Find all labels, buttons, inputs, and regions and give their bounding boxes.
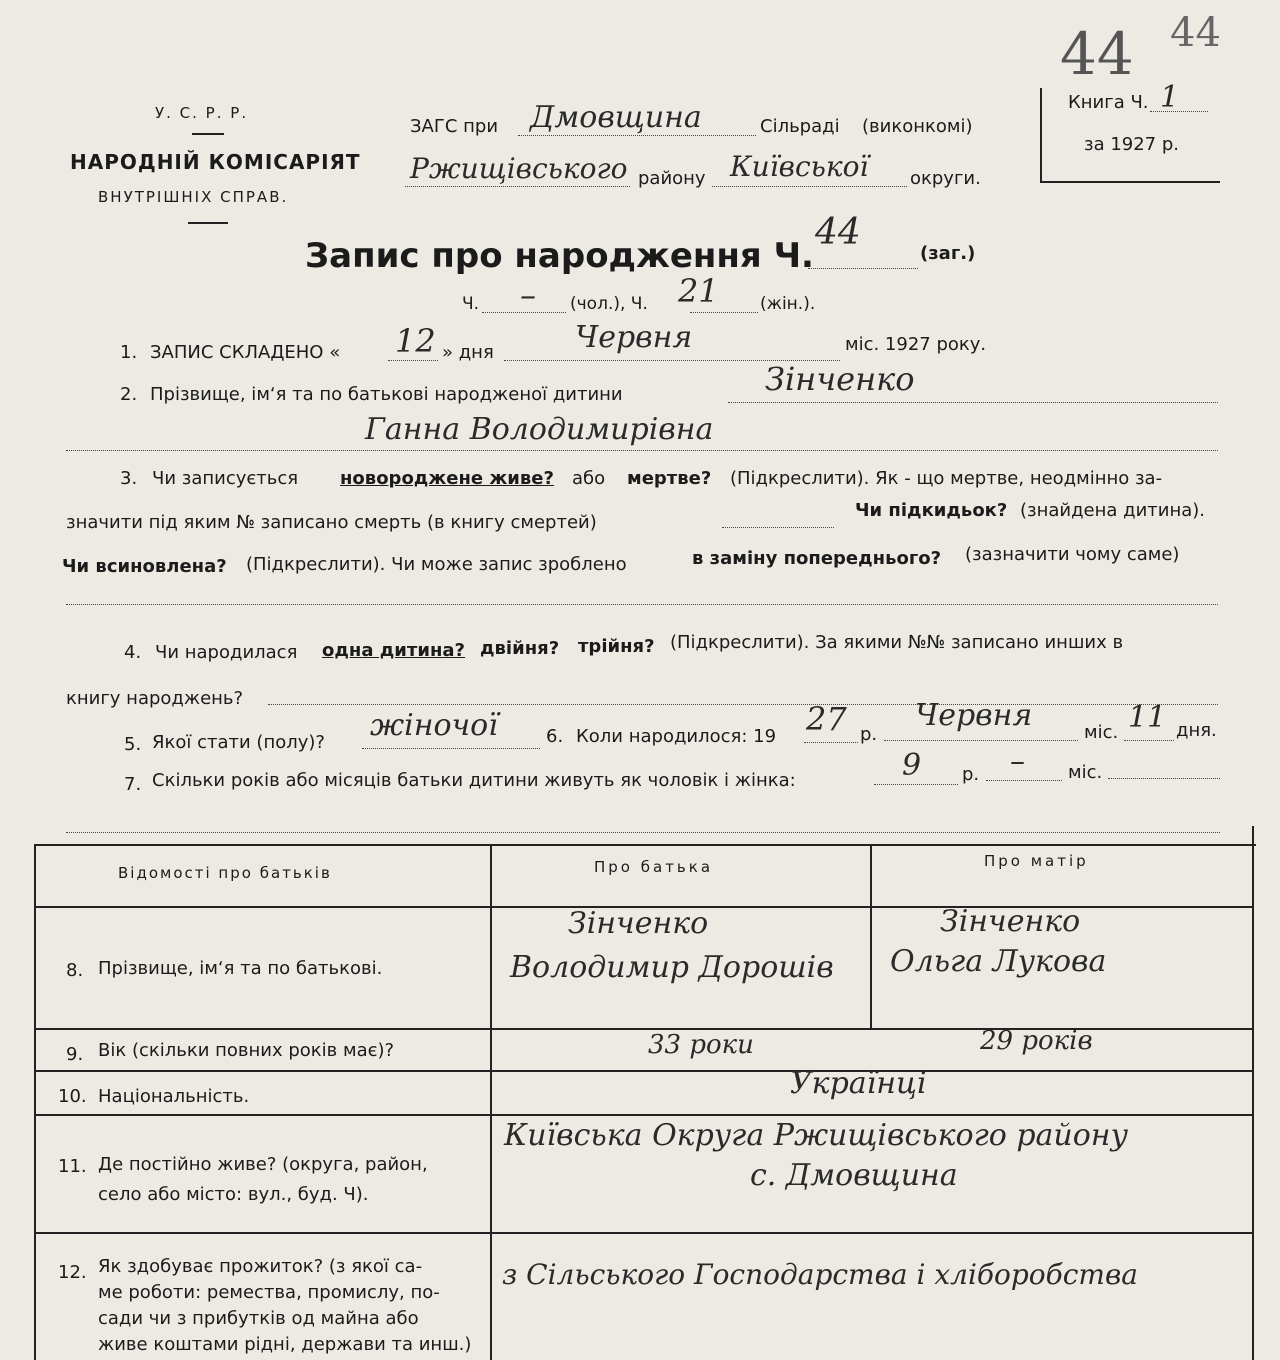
row9-label: Вік (скільки повних років має)? (98, 1040, 395, 1061)
title-suffix: (заг.) (920, 243, 976, 264)
row10-number: 10. (58, 1086, 87, 1107)
male-label: (чол.), Ч. (570, 294, 648, 314)
zags-region: Київської (730, 150, 869, 183)
q5-label: Якої стати (полу)? (152, 732, 325, 753)
archive-number-2: 44 (1170, 10, 1221, 56)
row11-label: Де постійно живе? (округа, район, (98, 1154, 428, 1175)
q7-years: 9 (902, 748, 922, 783)
row12-label-2: ме роботи: ремества, промислу, по- (98, 1282, 440, 1303)
q5-number: 5. (124, 734, 142, 755)
q3-text-e: (Підкреслити). Як - що мертве, неодмінно за- (730, 468, 1163, 489)
q2-label: Прізвище, ім‘я та по батькові народженої дитини (150, 384, 623, 405)
q6-year: 27 (806, 700, 847, 738)
row11-number: 11. (58, 1156, 87, 1177)
row9-number: 9. (66, 1044, 84, 1065)
book-number: 1 (1160, 80, 1180, 115)
male-count: – (520, 276, 536, 314)
zags-district: Ржищівського (410, 152, 628, 185)
q3-alive: новороджене живе? (340, 468, 554, 489)
zags-council: Сільраді (760, 116, 840, 137)
q4-number: 4. (124, 642, 142, 663)
residence-village: с. Дмовщина (750, 1158, 958, 1193)
zags-village: Дмовщина (530, 100, 702, 135)
father-age: 33 роки (648, 1030, 754, 1060)
q3-text-c: або (572, 468, 606, 489)
q7-years-suffix: р. (962, 764, 980, 785)
nationality: Українці (790, 1066, 927, 1101)
q4-single: одна дитина? (322, 640, 465, 661)
father-name: Володимир Дорошів (510, 950, 834, 985)
male-prefix: Ч. (462, 294, 480, 314)
col-info-header: Відомості про батьків (118, 864, 332, 882)
q3-adopted: Чи всиновлена? (62, 556, 227, 577)
q1-month: Червня (575, 320, 693, 355)
book-label: Книга Ч. (1068, 92, 1149, 113)
zags-council-alt: (виконкомі) (862, 116, 973, 137)
q3-foundling: Чи підкидьок? (855, 500, 1008, 521)
state-label: У. С. Р. Р. (155, 104, 249, 122)
q3-line2-a: значити під яким № записано смерть (в книгу смертей) (66, 512, 597, 533)
record-number: 44 (815, 212, 861, 253)
residence: Київська Округа Ржищівського району (504, 1118, 1128, 1153)
q3-number: 3. (120, 468, 138, 489)
q4-text-e: (Підкреслити). За якими №№ записано инших в (670, 632, 1124, 653)
mother-age: 29 років (980, 1026, 1093, 1056)
row10-label: Національність. (98, 1086, 250, 1107)
q6-month: Червня (915, 698, 1033, 733)
zags-region-word: округи. (910, 168, 981, 189)
col-mother-header: Про матір (984, 852, 1089, 870)
q6-day: 11 (1128, 700, 1167, 735)
female-count: 21 (678, 272, 719, 310)
mother-surname: Зінченко (940, 904, 1081, 939)
page-title: Запис про народження Ч. (305, 236, 814, 276)
q3-replace: в заміну попереднього? (692, 548, 942, 569)
q7-months: – (1010, 744, 1025, 779)
q4-line2: книгу народжень? (66, 688, 244, 709)
q1-day: 12 (395, 322, 436, 360)
q7-label: Скільки років або місяців батьки дитини живуть як чоловік і жінка: (152, 770, 796, 791)
mother-name: Ольга Лукова (890, 944, 1107, 979)
q3-line3-b: (Підкреслити). Чи може запис зроблено (246, 554, 627, 575)
q1-label: ЗАПИС СКЛАДЕНО « (150, 342, 341, 363)
q4-twins: двійня? (480, 638, 560, 659)
q6-month-suffix: міс. (1084, 722, 1119, 743)
q1-day-close: » дня (442, 342, 494, 363)
q7-months-suffix: міс. (1068, 762, 1103, 783)
row12-label: Як здобуває прожиток? (з якої са- (98, 1256, 423, 1277)
q1-suffix: міс. 1927 року. (845, 334, 987, 355)
ministry-subtitle: ВНУТРІШНІХ СПРАВ. (98, 188, 289, 206)
q7-number: 7. (124, 774, 142, 795)
q4-triplets: трійня? (578, 636, 655, 657)
q2-number: 2. (120, 384, 138, 405)
ministry-title: НАРОДНІЙ КОМІСАРІЯТ (70, 150, 361, 174)
q1-number: 1. (120, 342, 138, 363)
row11-label-2: село або місто: вул., буд. Ч). (98, 1184, 369, 1205)
book-year: за 1927 р. (1084, 134, 1180, 155)
row12-number: 12. (58, 1262, 87, 1283)
q6-day-suffix: дня. (1176, 720, 1217, 741)
female-label: (жін.). (760, 294, 816, 314)
q3-dead: мертве? (627, 468, 712, 489)
livelihood: з Сільського Господарства і хліборобства (502, 1258, 1138, 1291)
archive-number: 44 (1060, 20, 1134, 88)
q5-value: жіночої (370, 708, 498, 743)
q3-line2-c: (знайдена дитина). (1020, 500, 1206, 521)
row12-label-4: живе коштами рідні, держави та инш.) (98, 1334, 472, 1355)
row8-number: 8. (66, 960, 84, 981)
q4-text-a: Чи народилася (155, 642, 298, 663)
q3-line3-d: (зазначити чому саме) (965, 544, 1180, 565)
row8-label: Прізвище, ім‘я та по батькові. (98, 958, 383, 979)
q2-name: Ганна Володимирівна (365, 412, 714, 447)
zags-district-word: району (638, 168, 706, 189)
q6-number: 6. (546, 726, 564, 747)
father-surname: Зінченко (568, 906, 709, 941)
q6-year-suffix: р. (860, 724, 878, 745)
q6-label: Коли народилося: 19 (576, 726, 777, 747)
zags-prefix: ЗАГС при (410, 116, 499, 137)
q2-surname: Зінченко (765, 360, 915, 398)
col-father-header: Про батька (594, 858, 714, 876)
row12-label-3: сади чи з прибутків од майна або (98, 1308, 419, 1329)
q3-text-a: Чи записується (152, 468, 299, 489)
